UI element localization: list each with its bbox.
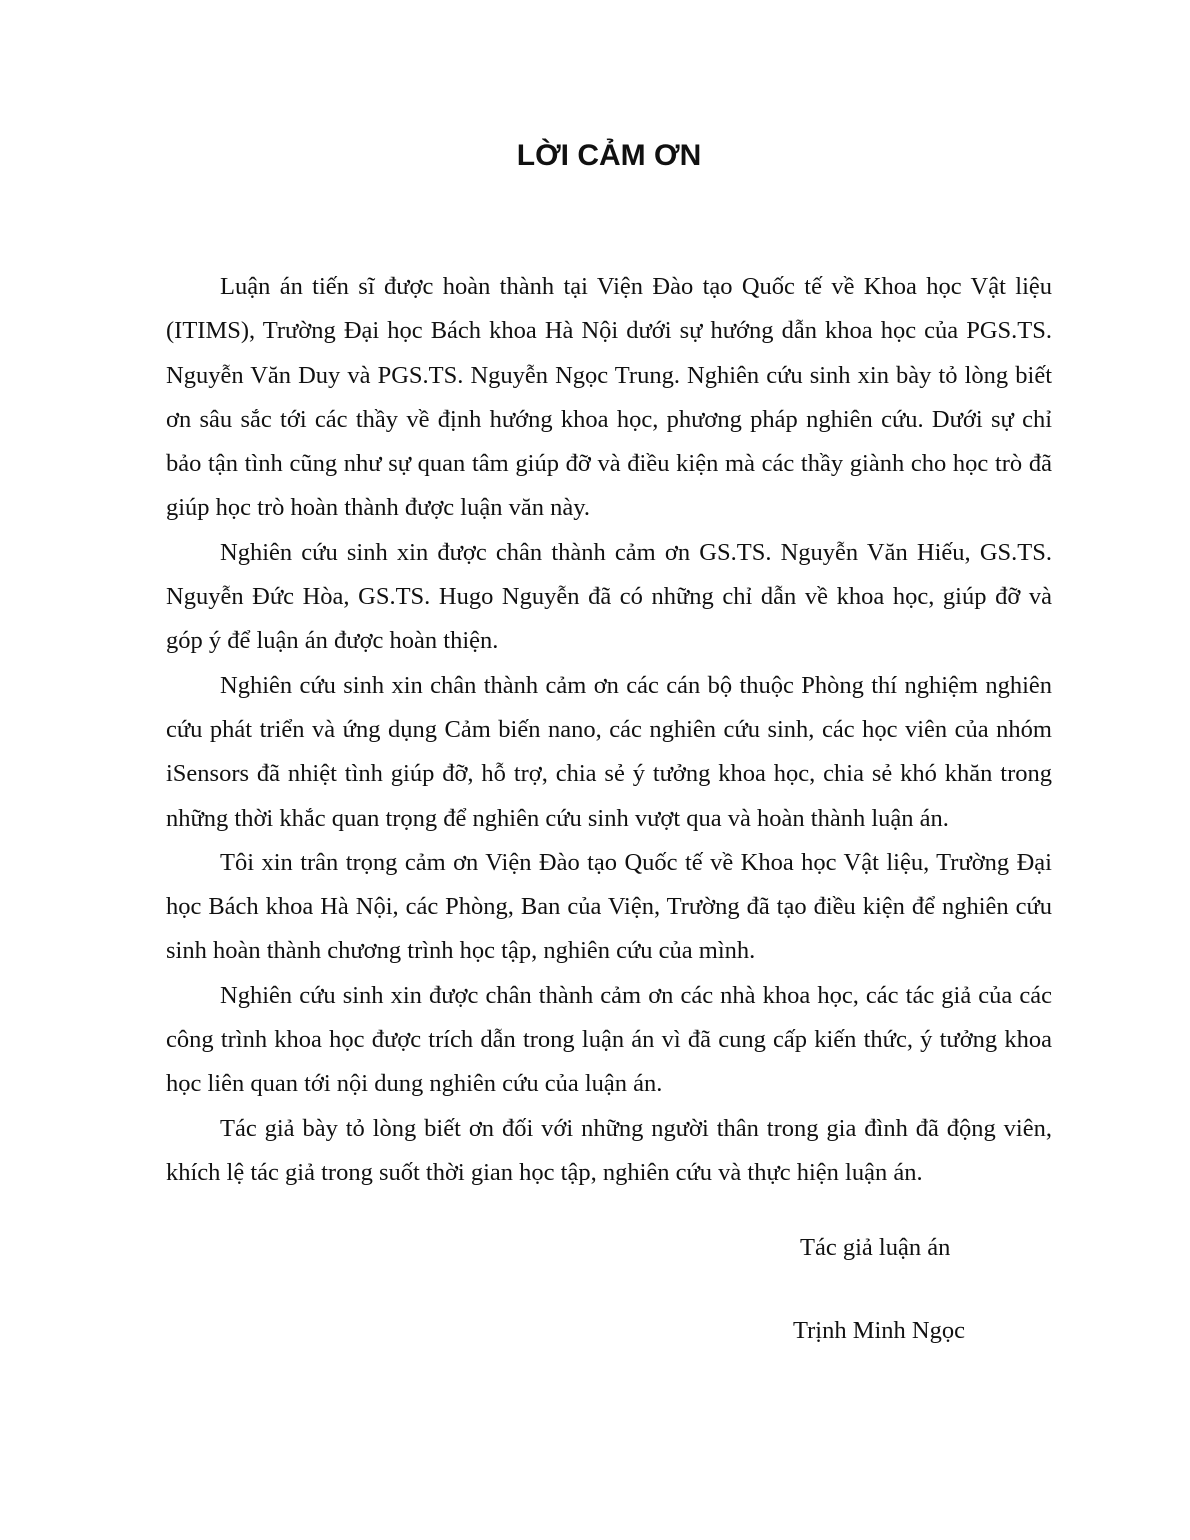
paragraph-3: Nghiên cứu sinh xin chân thành cảm ơn các cán bộ thuộc Phòng thí nghiệm nghiên cứu phát triển và ứng dụng Cảm biến nano, các nghiên cứu sinh, các học viên của nhóm iSensors đã nhiệt tình giúp đỡ, hỗ trợ, chia sẻ ý tưởng khoa học, chia sẻ khó khăn trong những thời khắc quan trọng để nghiên cứu sinh vượt qua và hoàn thành luận án. <box>166 671 1052 832</box>
paragraph-4: Tôi xin trân trọng cảm ơn Viện Đào tạo Quốc tế về Khoa học Vật liệu, Trường Đại học Bách khoa Hà Nội, các Phòng, Ban của Viện, Trường đã tạo điều kiện để nghiên cứu sinh hoàn thành chương trình học tập, nghiên cứu của mình. <box>166 848 1052 965</box>
paragraph-5: Nghiên cứu sinh xin được chân thành cảm ơn các nhà khoa học, các tác giả của các công trình khoa học được trích dẫn trong luận án vì đã cung cấp kiến thức, ý tưởng khoa học liên quan tới nội dung nghiên cứu của luận án. <box>166 981 1052 1098</box>
acknowledgement-body <box>166 265 1052 1195</box>
page-title: LỜI CẢM ƠN <box>516 139 702 172</box>
paragraph-6: Tác giả bày tỏ lòng biết ơn đối với những người thân trong gia đình đã động viên, khích lệ tác giả trong suốt thời gian học tập, nghiên cứu và thực hiện luận án. <box>166 1114 1052 1186</box>
signature-role: Tác giả luận án <box>800 1234 951 1261</box>
signature-name: Trịnh Minh Ngọc <box>793 1317 965 1344</box>
paragraph-2: Nghiên cứu sinh xin được chân thành cảm ơn GS.TS. Nguyễn Văn Hiếu, GS.TS. Nguyễn Đức Hòa, GS.TS. Hugo Nguyễn đã có những chỉ dẫn về khoa học, giúp đỡ và góp ý để luận án được hoàn thiện. <box>166 538 1052 655</box>
paragraph-1: Luận án tiến sĩ được hoàn thành tại Viện Đào tạo Quốc tế về Khoa học Vật liệu (ITIMS), Trường Đại học Bách khoa Hà Nội dưới sự hướng dẫn khoa học của PGS.TS. Nguyễn Văn Duy và PGS.TS. Nguyễn Ngọc Trung. Nghiên cứu sinh xin bày tỏ lòng biết ơn sâu sắc tới các thầy về định hướng khoa học, phương pháp nghiên cứu. Dưới sự chỉ bảo tận tình cũng như sự quan tâm giúp đỡ và điều kiện mà các thầy giành cho học trò đã giúp học trò hoàn thành được luận văn này. <box>166 273 1052 522</box>
